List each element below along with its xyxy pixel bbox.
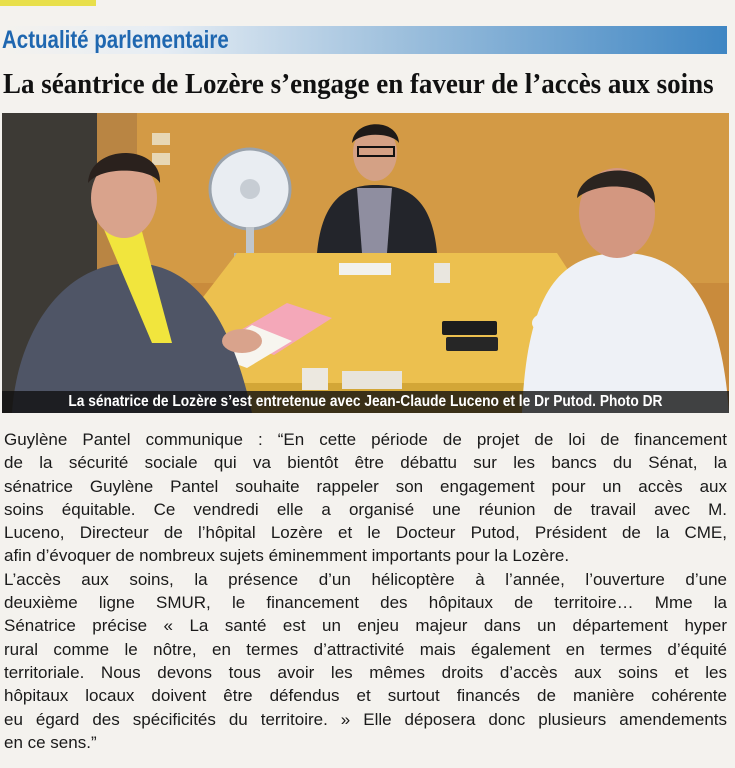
article-line: Guylène Pantel communique : “En cette période de projet de loi de financement	[4, 430, 727, 449]
article-line: Sénatrice précise « La santé est un enjeu majeur dans un département hyper	[4, 616, 727, 636]
article-line: hôpitaux locaux doivent être défendus et surtout financés de manière cohérente	[4, 686, 727, 706]
meeting-photo-illustration	[2, 113, 729, 413]
article-line: soins équitable. Ce vendredi elle a organisé une réunion de travail avec M.	[4, 499, 727, 519]
article-line: afin d’évoquer de nombreux sujets éminemment importants pour la Lozère.	[4, 546, 570, 566]
article-line: rural comme le nôtre, en termes d’attractivité mais également en termes d’équité	[4, 639, 727, 659]
section-rubric: Actualité parlementaire	[2, 26, 229, 54]
highlight-strip	[0, 0, 96, 6]
article-line: Luceno, Directeur de l’hôpital Lozère et le Docteur Putod, Président de la CME,	[4, 523, 727, 543]
article-headline: La séantrice de Lozère s’engage en faveur de l’accès aux soins	[3, 68, 714, 100]
article-line: eu égard des spécificités du territoire. » Elle déposera donc plusieurs amendements	[4, 709, 727, 729]
article-line: deuxième ligne SMUR, le financement des hôpitaux de territoire… Mme la	[4, 593, 727, 613]
article-line: de la sécurité sociale qui va bientôt être débattu sur les bancs du Sénat, la	[4, 453, 727, 473]
photo-caption: La sénatrice de Lozère s’est entretenue avec Jean-Claude Luceno et le Dr Putod. Photo DR	[2, 391, 729, 413]
article-line: sénatrice Guylène Pantel souhaite rappeler son engagement pour un accès aux	[4, 476, 727, 496]
article-line: L’accès aux soins, la présence d’un hélicoptère à l’année, l’ouverture d’une	[4, 569, 727, 589]
article-line: territoriale. Nous devons tous avoir les mêmes droits d’accès aux soins et les	[4, 662, 727, 682]
article-line: en ce sens.”	[4, 732, 97, 752]
article-body	[4, 428, 727, 754]
article-photo	[2, 113, 729, 413]
